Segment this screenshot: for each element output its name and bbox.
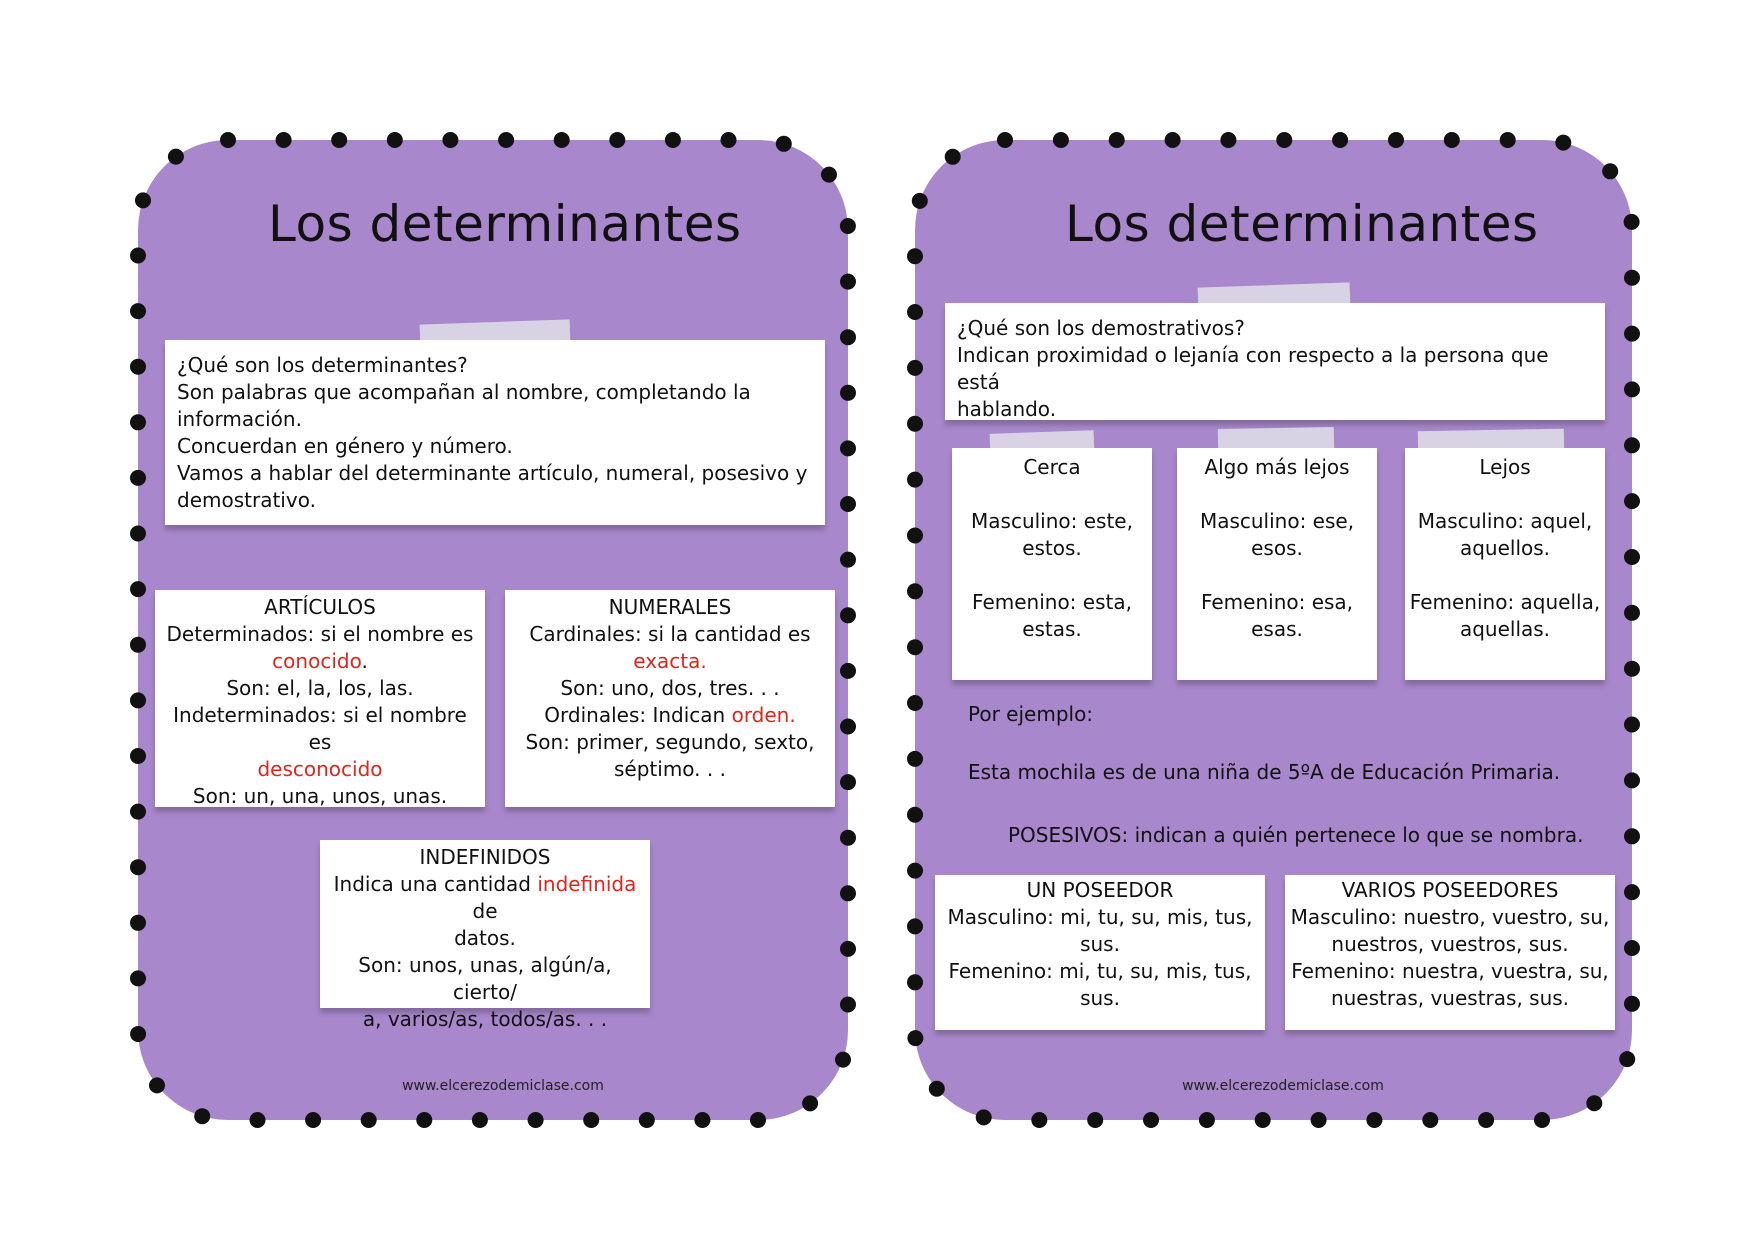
indefinidos-line: [326, 871, 644, 925]
demostrativo-column-algo-mas-lejos: [1177, 448, 1377, 680]
indefinidos-heading: INDEFINIDOS: [419, 845, 551, 869]
numerales-keyword: orden.: [731, 703, 796, 727]
column-line: Masculino: este,: [971, 509, 1133, 533]
left-intro-box: [165, 340, 825, 525]
numerales-line: Son: primer, segundo, sexto,: [525, 730, 815, 754]
indefinidos-line: datos.: [454, 926, 516, 950]
posesivos-definition: POSESIVOS: indican a quién pertenece lo que se nombra.: [1008, 823, 1584, 847]
articulos-line: Son: un, una, unos, unas.: [192, 784, 448, 808]
articulos-line: [161, 648, 479, 675]
column-heading: Algo más lejos: [1204, 455, 1350, 479]
intro-line: Son palabras que acompañan al nombre, completando la: [177, 380, 751, 404]
articulos-heading: ARTÍCULOS: [264, 595, 376, 619]
poseedor-line: Masculino: nuestro, vuestro, su,: [1290, 905, 1610, 929]
intro-line: hablando.: [957, 397, 1057, 421]
intro-line: información.: [177, 407, 302, 431]
column-line: estas.: [1022, 617, 1082, 641]
intro-question: ¿Qué son los demostrativos?: [957, 316, 1245, 340]
column-line: aquellos.: [1459, 536, 1551, 560]
numerales-line: séptimo. . .: [614, 757, 726, 781]
column-line: Femenino: esta,: [972, 590, 1132, 614]
intro-line: demostrativo.: [177, 488, 316, 512]
varios-poseedores-heading: VARIOS POSEEDORES: [1341, 878, 1559, 902]
right-intro-box: [945, 303, 1605, 420]
numerales-line: Son: uno, dos, tres. . .: [560, 676, 780, 700]
indefinidos-text: Indica una cantidad: [333, 872, 531, 896]
articulos-keyword: conocido: [272, 649, 362, 673]
indefinidos-text: de: [472, 899, 498, 923]
numerales-keyword: exacta.: [633, 649, 707, 673]
varios-poseedores-box: [1285, 875, 1615, 1030]
column-line: Femenino: esa,: [1200, 590, 1354, 614]
articulos-box: [155, 590, 485, 807]
column-line: esas.: [1251, 617, 1303, 641]
left-card-title: Los determinantes: [268, 195, 742, 253]
articulos-keyword: desconocido: [257, 757, 383, 781]
left-footer-url[interactable]: www.elcerezodemiclase.com: [402, 1078, 604, 1094]
column-line: Femenino: aquella,: [1409, 590, 1601, 614]
articulos-line: Determinados: si el nombre es: [166, 622, 474, 646]
intro-line: Vamos a hablar del determinante artículo, numeral, posesivo y: [177, 461, 808, 485]
indefinidos-line: a, varios/as, todos/as. . .: [362, 1007, 608, 1031]
poseedor-line: Femenino: nuestra, vuestra, su,: [1291, 959, 1609, 983]
intro-question: ¿Qué son los determinantes?: [177, 353, 468, 377]
column-line: Masculino: ese,: [1199, 509, 1355, 533]
poseedor-line: Femenino: mi, tu, su, mis, tus, sus.: [948, 959, 1252, 1010]
poseedor-line: nuestras, vuestras, sus.: [1330, 986, 1570, 1010]
column-line: aquellas.: [1459, 617, 1551, 641]
right-card-title: Los determinantes: [1065, 195, 1539, 253]
column-line: estos.: [1022, 536, 1082, 560]
intro-line: Indican proximidad o lejanía con respecto a la persona que está: [957, 343, 1549, 394]
un-poseedor-heading: UN POSEEDOR: [1026, 878, 1174, 902]
demostrativo-column-lejos: [1405, 448, 1605, 680]
column-line: Masculino: aquel,: [1417, 509, 1593, 533]
articulos-dot: .: [361, 649, 368, 673]
numerales-line: [511, 702, 829, 729]
numerales-box: [505, 590, 835, 807]
poseedor-line: Masculino: mi, tu, su, mis, tus, sus.: [947, 905, 1253, 956]
column-line: esos.: [1251, 536, 1303, 560]
poseedor-line: nuestros, vuestros, sus.: [1331, 932, 1569, 956]
numerales-text: Ordinales: Indican: [544, 703, 726, 727]
right-footer-url[interactable]: www.elcerezodemiclase.com: [1182, 1078, 1384, 1094]
intro-line: Concuerdan en género y número.: [177, 434, 513, 458]
numerales-heading: NUMERALES: [608, 595, 732, 619]
demostrativo-column-cerca: [952, 448, 1152, 680]
indefinidos-line: Son: unos, unas, algún/a, cierto/: [358, 953, 612, 1004]
articulos-line: Indeterminados: si el nombre es: [173, 703, 467, 754]
column-heading: Lejos: [1479, 455, 1531, 479]
articulos-line: Son: el, la, los, las.: [226, 676, 414, 700]
numerales-line: Cardinales: si la cantidad es: [529, 622, 811, 646]
indefinidos-keyword: indefinida: [537, 872, 637, 896]
indefinidos-box: [320, 840, 650, 1031]
column-heading: Cerca: [1023, 455, 1081, 479]
example-text: Esta mochila es de una niña de 5ºA de Educación Primaria.: [968, 760, 1561, 784]
example-label: Por ejemplo:: [968, 702, 1094, 726]
un-poseedor-box: [935, 875, 1265, 1030]
